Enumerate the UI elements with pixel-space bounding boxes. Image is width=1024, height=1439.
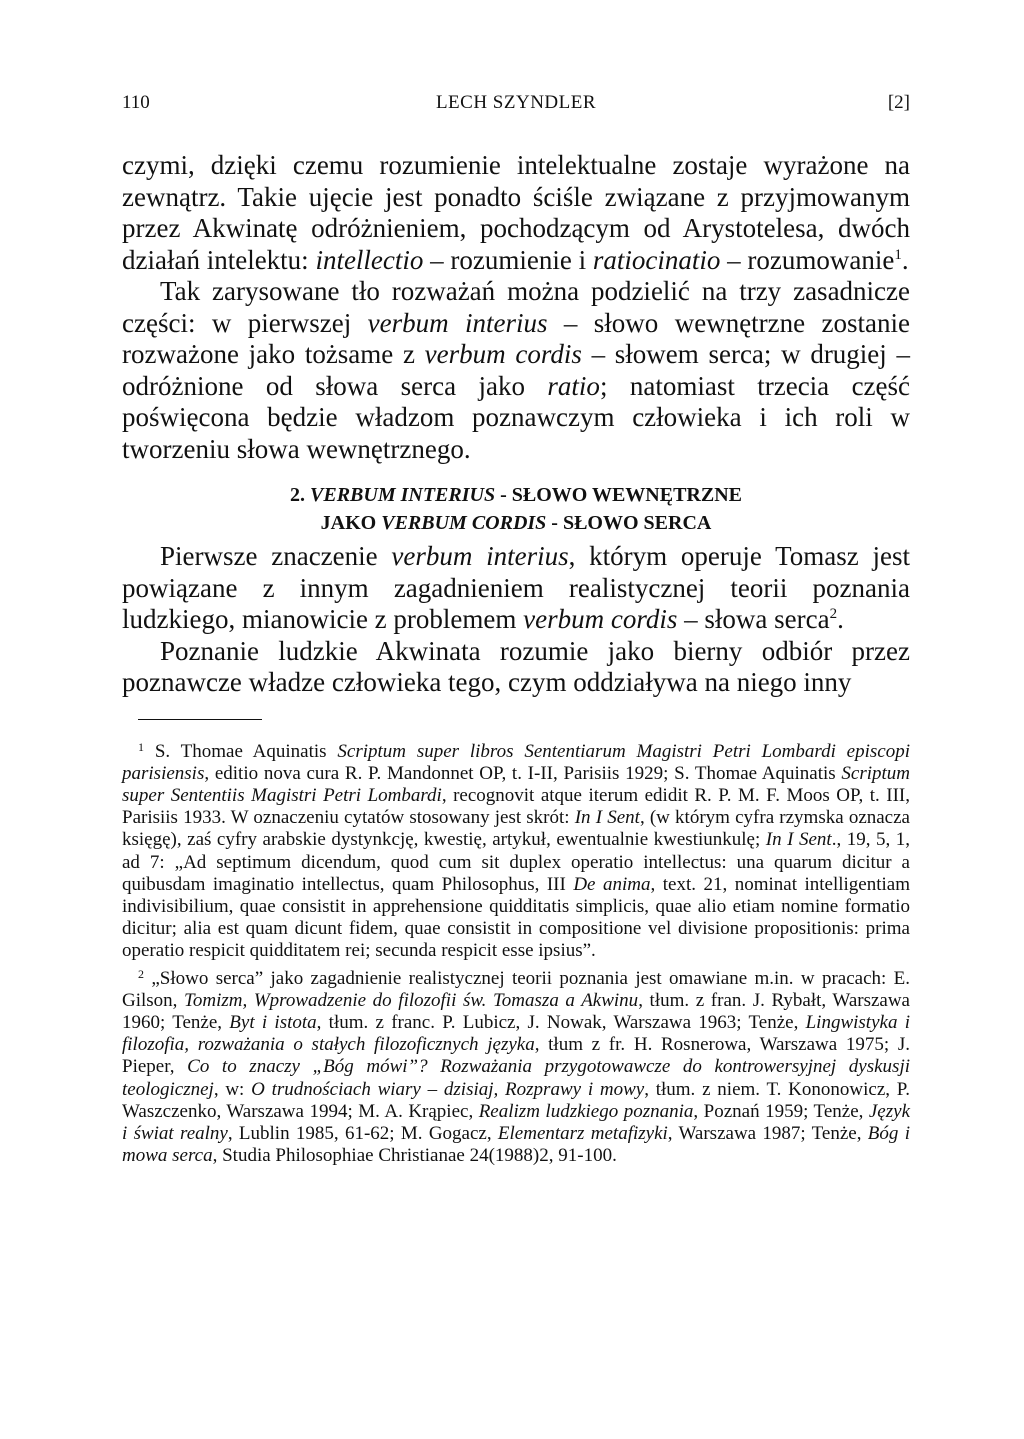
heading-italic: VERBUM CORDIS (381, 512, 547, 534)
section-heading (122, 481, 910, 537)
italic-title: Bóg i mowa serca (122, 1122, 910, 1167)
running-head-author: LECH SZYNDLER (435, 92, 597, 113)
heading-number: 2. (290, 484, 311, 506)
text-run: , Lublin 1985, 61-62; M. Gogacz, (227, 1122, 498, 1144)
italic-title: Lingwistyka i filozofia, rozważania o stałych filozoficznych języka (122, 1011, 910, 1056)
heading-line-2 (122, 509, 910, 537)
italic-term: verbum cordis (424, 339, 582, 369)
paragraph-4 (122, 636, 910, 699)
text-run: – rozumienie i (423, 244, 593, 275)
text-run: . (901, 244, 909, 275)
italic-term: verbum interius (391, 541, 569, 571)
text-run: – rozumowanie (720, 244, 895, 275)
footnote-number: 2 (138, 966, 144, 981)
text-run: – słowa serca (677, 604, 830, 634)
page-number: 110 (122, 92, 150, 113)
text-run: , Studia Philosophiae Christianae 24(1988)2, 91-100. (212, 1145, 617, 1167)
footnote-ref-2: 2 (829, 606, 838, 622)
italic-title: Język i świat realny (122, 1100, 911, 1144)
footnote-1 (122, 736, 910, 963)
italic-term: ratiocinatio (592, 244, 721, 275)
text-run: , tłum. z fran. J. Rybałt, Warszawa 1960; Tenże, (122, 989, 910, 1033)
italic-term: verbum cordis (523, 604, 678, 634)
italic-term: ratio (547, 370, 600, 401)
main-text (122, 150, 910, 699)
italic-title: Scriptum super Sententiis Magistri Petri Lombardi (122, 762, 910, 806)
italic-title: De anima (573, 873, 651, 895)
text-run: , Warszawa 1987; Tenże, (667, 1122, 868, 1144)
text-run: – słowo wewnętrzne zostanie rozważone jako tożsame z (122, 307, 910, 369)
text-run: , w: (213, 1078, 252, 1100)
text-run: Pierwsze znaczenie (160, 541, 392, 571)
text-run: , text. 21, nominat intelligentiam indivisibilium, quae consistit in apprehensione quidditatis simplicis, quae alio etiam nomine formatio dicitur; alia est quam dicunt fidem, quae consistit in compositione vel divisione propositionis: prima operatio respicit quidditatem rei; secunda respicit esse ipsius”. (122, 873, 911, 962)
heading-text: JAKO (320, 512, 382, 534)
text-run: Poznanie ludzkie Akwinata rozumie jako bierny odbiór przez poznawcze władze człowieka tego, czym oddziaływa na niego inny (122, 635, 910, 697)
text-run: , Poznań 1959; Tenże, (693, 1100, 869, 1122)
text-run: . (837, 604, 844, 634)
footnote-number: 1 (138, 739, 144, 754)
footnote-2 (122, 963, 910, 1168)
footnote-separator (138, 719, 262, 720)
text-run: ; natomiast trzecia część poświęcona będzie władzom poznawczym człowieka i ich roli w tworzeniu słowa wewnętrznego. (122, 370, 911, 464)
italic-term: intellectio (315, 244, 424, 275)
text-run: „Słowo serca” jako zagadnienie realistycznej teorii poznania jest omawiane m.in. w pracach: E. Gilson, (122, 967, 910, 1011)
text-run: , recognovit atque iterum edidit R. P. M. F. Moos OP, t. III, Parisiis 1933. W oznaczeniu cytatów stosowany jest skrót: (122, 784, 910, 829)
page (122, 92, 910, 1167)
heading-text: - SŁOWO WEWNĘTRZNE (495, 484, 742, 506)
paragraph-1 (122, 150, 910, 276)
italic-title: In I Sent (574, 807, 640, 829)
text-run: , którym operuje Tomasz jest powiązane z innym zagadnieniem realistycznej teorii poznania ludzkiego, mianowicie z problemem (122, 541, 911, 634)
part-marker: [2] (887, 92, 910, 113)
italic-title: Realizm ludzkiego poznania (478, 1100, 694, 1122)
italic-title: Elementarz metafizyki (497, 1122, 668, 1144)
text-run: – słowem serca; w drugiej – odróżnione od słowa serca jako (122, 339, 910, 401)
italic-title: Tomizm, Wprowadzenie do filozofii św. Tomasza a Akwinu (184, 989, 639, 1011)
footnotes (122, 736, 910, 1168)
heading-italic: VERBUM INTERIUS (310, 484, 496, 506)
footnote-ref-1: 1 (894, 246, 902, 263)
text-run: , editio nova cura R. P. Mandonnet OP, t. I-II, Parisiis 1929; S. Thomae Aquinatis (204, 762, 842, 784)
heading-text: - SŁOWO SERCA (546, 512, 712, 534)
text-run: , (w którym cyfra rzymska oznacza księgę), zaś cyfry arabskie dystynkcję, kwestię, artykuł, ewentualnie kwestiunkulę; (122, 807, 910, 851)
text-run: ., 19, 5, 1, ad 7: „Ad septimum dicendum, quod cum sit duplex operatio intellectus: una quarum dicitur a quibusdam imaginatio intellectus, quam Philosophus, III (122, 829, 911, 895)
heading-line-1 (122, 481, 910, 509)
italic-title: Scriptum super libros Sententiarum Magistri Petri Lombardi episcopi parisiensis (122, 740, 910, 784)
paragraph-3 (122, 541, 910, 636)
italic-title: In I Sent (765, 829, 832, 851)
paragraph-2 (122, 276, 910, 465)
text-run: czymi, dzięki czemu rozumienie intelektualne zostaje wyrażone na zewnątrz. Takie ujęcie jest ponadto ściśle związane z przyjmowanym przez Akwinatę odróżnieniem, pochodzącym od Arystotelesa, dwóch działań intelektu: (122, 150, 910, 275)
text-run: S. Thomae Aquinatis (144, 740, 338, 762)
text-run: , tłum. z niem. T. Kononowicz, P. Waszczenko, Warszawa 1994; M. A. Krąpiec, (122, 1078, 910, 1122)
italic-title: Byt i istota (229, 1011, 317, 1033)
text-run: Tak zarysowane tło rozważań można podzielić na trzy zasadnicze części: w pierwszej (122, 276, 910, 338)
italic-title: Co to znaczy „Bóg mówi”? Rozważania przygotowawcze do kontrowersyjnej dyskusji teologicznej (122, 1056, 910, 1100)
running-head (122, 92, 910, 126)
italic-title: O trudnościach wiary – dzisiaj, Rozprawy i mowy (251, 1078, 645, 1100)
text-run: , tłum. z franc. P. Lubicz, J. Nowak, Warszawa 1963; Tenże, (316, 1011, 806, 1033)
text-run: , tłum z fr. H. Rosnerowa, Warszawa 1975; J. Pieper, (122, 1034, 910, 1078)
italic-term: verbum interius (367, 307, 548, 338)
